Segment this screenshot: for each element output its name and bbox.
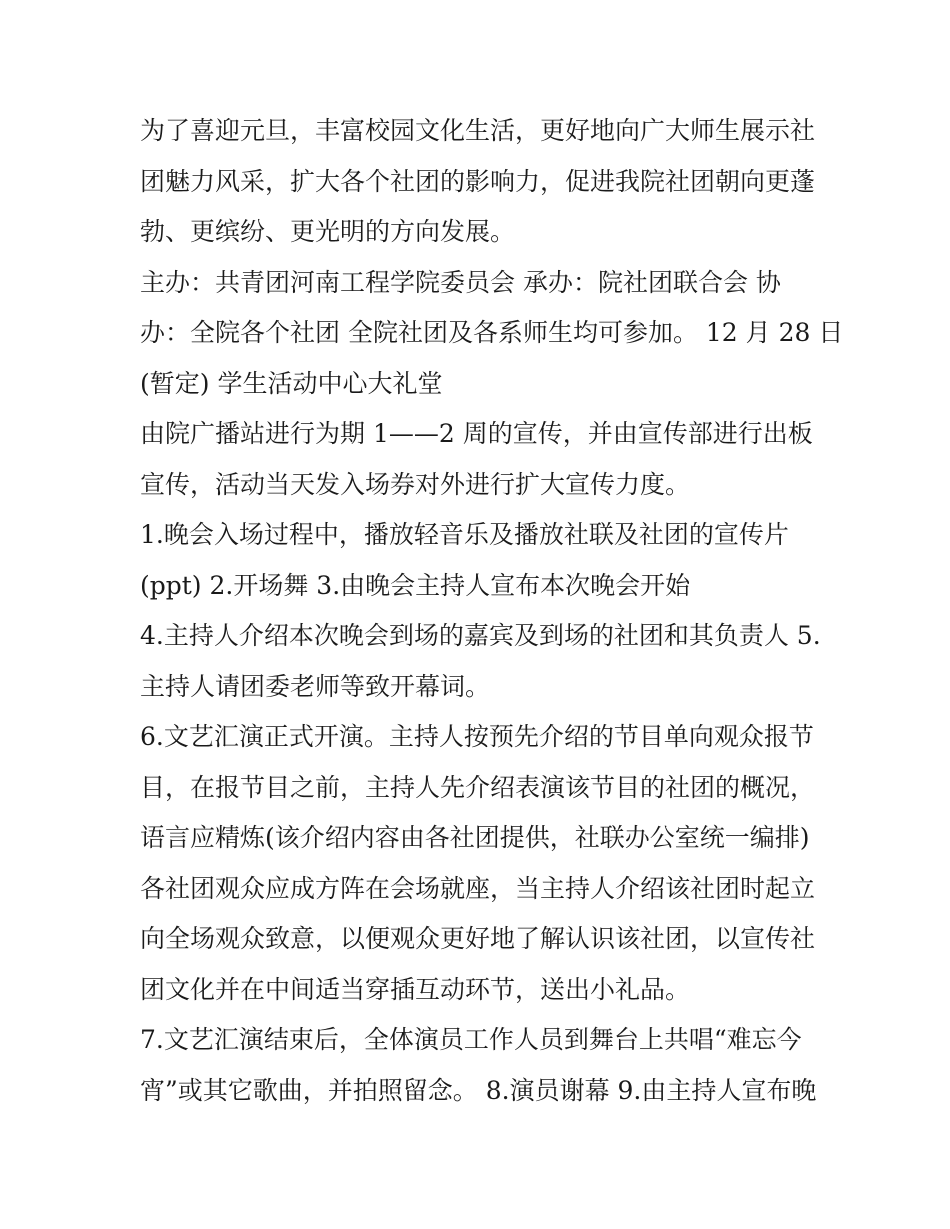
text-line: 语言应精炼(该介绍内容由各社团提供，社联办公室统一编排) xyxy=(140,823,810,852)
text-line: (ppt) 2.开场舞 3.由晚会主持人宣布本次晚会开始 xyxy=(140,570,691,600)
text-line: 宣传，活动当天发入场券对外进行扩大宣传力度。 xyxy=(140,469,691,499)
text-line: 宵”或其它歌曲，并拍照留念。 8.演员谢幕 9.由主持人宣布晚 xyxy=(140,1075,817,1105)
text-line: (暂定) 学生活动中心大礼堂 xyxy=(140,368,443,398)
text-line: 办：全院各个社团 全院社团及各系师生均可参加。 12 月 28 日 xyxy=(140,318,844,347)
text-line: 6.文艺汇演正式开演。主持人按预先介绍的节目单向观众报节 xyxy=(140,722,814,751)
text-line: 团文化并在中间适当穿插互动环节，送出小礼品。 xyxy=(140,974,691,1004)
text-line: 向全场观众致意，以便观众更好地了解认识该社团，以宣传社 xyxy=(140,924,816,953)
text-line: 团魅力风采，扩大各个社团的影响力，促进我院社团朝向更蓬 xyxy=(140,166,816,196)
text-line: 主持人请团委老师等致开幕词。 xyxy=(140,671,491,701)
text-line: 各社团观众应成方阵在会场就座，当主持人介绍该社团时起立 xyxy=(140,873,816,903)
text-line: 7.文艺汇演结束后，全体演员工作人员到舞台上共唱“难忘今 xyxy=(140,1025,802,1054)
text-line: 勃、更缤纷、更光明的方向发展。 xyxy=(140,217,516,246)
text-line: 1.晚会入场过程中，播放轻音乐及播放社联及社团的宣传片 xyxy=(140,520,789,549)
text-line: 4.主持人介绍本次晚会到场的嘉宾及到场的社团和其负责人 5. xyxy=(140,621,821,650)
text-line: 目，在报节目之前，主持人先介绍表演该节目的社团的概况， xyxy=(140,772,816,802)
text-line: 主办：共青团河南工程学院委员会 承办：院社团联合会 协 xyxy=(140,267,781,297)
document-body xyxy=(140,106,844,1116)
text-line: 为了喜迎元旦，丰富校园文化生活，更好地向广大师生展示社 xyxy=(140,116,816,145)
text-line: 由院广播站进行为期 1——2 周的宣传，并由宣传部进行出板 xyxy=(140,419,813,448)
